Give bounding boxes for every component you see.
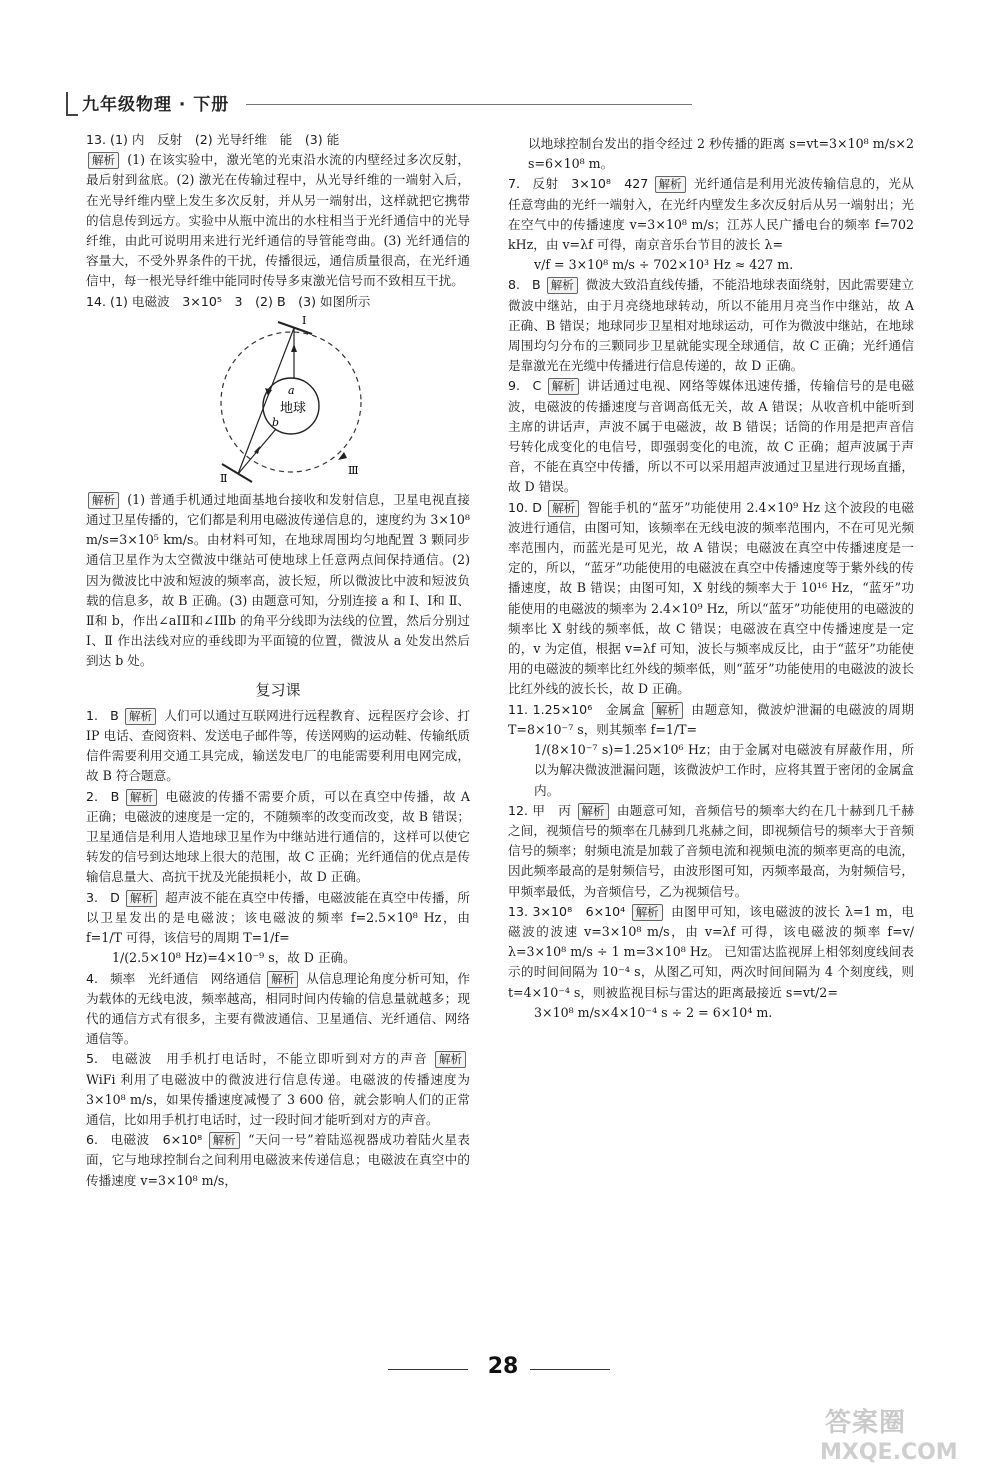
item-answer: B	[110, 707, 119, 723]
review-item-5	[86, 1049, 470, 1130]
watermark-url: MXQE.COM	[820, 1440, 958, 1465]
page-footer	[0, 1352, 1000, 1392]
label-b: b	[272, 415, 280, 429]
right-column	[508, 134, 914, 1023]
review-item-6-continued: 以地球控制台发出的指令经过 2 秒传播的距离 s=vt=3×10⁸ m/s×2 s=6×10⁸ m。	[528, 136, 914, 172]
analysis-tag: 解析	[125, 708, 156, 725]
page-number: 28	[487, 1354, 519, 1379]
review-item-8	[508, 275, 914, 376]
item-number: 3.	[86, 889, 99, 905]
review-item-3	[86, 888, 470, 969]
item-number: 7.	[508, 176, 521, 192]
item-number: 9.	[508, 378, 521, 394]
section-title: 复习课	[255, 680, 301, 699]
item-answer: B	[110, 788, 120, 804]
header-title: 九年级物理 · 下册	[82, 95, 230, 115]
item-answer: (1) 内 反射 (2) 光导纤维 能 (3) 能	[110, 132, 340, 147]
analysis-text: 由题意可知，音频信号的频率大约在几十赫到几千赫之间，视频信号的频率在几赫到几兆赫之间，即视频信号的频率大于音频信号的频率；射频电流是加载了音频电流和视频电流的频率更高的电流，因此频率最高的是射频信号，由波形图可知，丙频率最高，为射频信号，甲频率最低，为音频信号，乙为视频信号。	[508, 802, 914, 899]
item-number: 10.	[508, 499, 529, 515]
left-column	[86, 130, 470, 1191]
analysis-text: “天问一号”着陆巡视器成功着陆火星表面，它与地球控制台之间利用电磁波来传递信息；电磁波在真空中的传播速度 v=3×10⁸ m/s，	[86, 1132, 470, 1188]
analysis-text: 微波大致沿直线传播，不能沿地球表面绕射，因此需要建立微波中继站，由于月亮绕地球转动，所以不能用月亮当作中继站，故 A 正确、B 错误；地球同步卫星相对地球运动，可作为微波中继站，在地球周围均匀分布的三颗同步卫星就能实现全球通信，故 C 正确；光纤通信是靠激光在光缆中传播进行信息传递的，故 D 正确。	[508, 277, 914, 374]
analysis-tag: 解析	[548, 378, 579, 395]
header-rule	[246, 104, 692, 105]
item-answer: 反射 3×10⁸ 427	[532, 176, 649, 192]
arrow-b	[254, 446, 260, 454]
earth-label: 地球	[280, 400, 307, 416]
analysis-tag: 解析	[126, 789, 157, 806]
analysis-text: WiFi 利用了电磁波中的微波进行信息传递。电磁波的传播速度为 3×10⁸ m/s，如果传播速度减慢了 3 600 倍，就会影响人们的正常通信，比如用手机打电话时，过一段时间才能听到对方的声音。	[86, 1071, 470, 1127]
item-answer: B	[532, 277, 541, 293]
analysis-tag: 解析	[267, 971, 298, 988]
review-item-12	[508, 801, 914, 902]
formula-line: v/f = 3×10⁸ m/s ÷ 702×10³ Hz ≈ 427 m.	[534, 257, 794, 273]
review-item-1	[86, 706, 470, 787]
arrow-up	[291, 344, 297, 352]
label-II: Ⅱ	[220, 471, 228, 485]
item-number: 14.	[86, 293, 107, 309]
analysis-text: 超声波不能在真空中传播，电磁波能在真空中传播，所以卫星发出的是电磁波；该电磁波的频率 f=2.5×10⁸ Hz，由 f=1/T 可得，该信号的周期 T=1/f=	[86, 889, 470, 946]
review-item-2	[86, 787, 470, 888]
analysis-text-continued: 已知雷达监视屏上相邻刻度线间表示的时间间隔为 10⁻⁴ s，从图乙可知，两次时间间隔为 4 个刻度线，则 t=4×10⁻⁴ s，则被监视目标与雷达的距离最接近 s=vt/2=	[508, 944, 915, 1000]
item-answer: 甲 丙	[532, 802, 572, 818]
running-header	[66, 88, 626, 118]
analysis-text: 光纤通信是利用光波传输信息的，光从任意弯曲的光纤一端射入，在光纤内壁发生多次反射后从另一端射出；光在空气中的传播速度 v=3×10⁸ m/s；江苏人民广播电台的频率 f=702 kHz，由 v=λf 可得，南京音乐台节目的波长 λ=	[508, 176, 914, 253]
satellite-diagram-svg	[216, 314, 366, 486]
item-number: 2.	[86, 788, 99, 804]
formula-line: 1/(8×10⁻⁷ s)=1.25×10⁶ Hz；由于金属对电磁波有屏蔽作用，所以为解决微波泄漏问题，该微波炉工作时，应将其置于密闭的金属盒内。	[534, 742, 914, 798]
item-answer: 电磁波 6×10⁸	[110, 1132, 203, 1148]
review-item-7	[508, 174, 914, 275]
analysis-text: 从信息理论角度分析可知，作为载体的无线电波，频率越高，相同时间内传输的信息量就越多；现代的通信方式有很多，主要有微波通信、卫星通信、光纤通信、网络通信等。	[86, 970, 471, 1047]
satellite-diagram	[86, 314, 470, 486]
item-number: 8.	[508, 277, 521, 293]
answer-item-13	[86, 130, 470, 292]
review-item-6	[86, 1130, 470, 1191]
analysis-text: 电磁波的传播不需要介质，可以在真空中传播，故 A 正确；电磁波的速度是一定的，不随频率的改变而改变，故 B 错误；卫星通信是利用人造地球卫星作为中继站进行通信的，这样可以使它转发的信号到达地球上很大的范围，故 C 正确；光纤通信的优点是传输信息量大、高抗干扰及光能损耗小，故 D 正确。	[86, 788, 470, 885]
analysis-text: 由图甲可知，该电磁波的波长 λ=1 m，电磁波的波速 v=3×10⁸ m/s，由 v=λf 可得，该电磁波的频率 f=v/λ=3×10⁸ m/s ÷ 1 m=3×10⁸ Hz。	[508, 903, 914, 960]
analysis-tag: 解析	[652, 702, 683, 719]
item-answer: 电磁波 用手机打电话时，不能立即听到对方的声音	[111, 1051, 428, 1067]
review-item-11	[508, 700, 914, 801]
item-answer: (1) 电磁波 3×10⁵ 3 (2) B (3) 如图所示	[110, 293, 371, 309]
analysis-tag: 解析	[126, 890, 157, 907]
formula-line: 3×10⁸ m/s×4×10⁻⁴ s ÷ 2 = 6×10⁴ m.	[534, 1004, 773, 1020]
analysis-tag: 解析	[435, 1051, 466, 1068]
label-I: Ⅰ	[302, 313, 307, 327]
review-item-9	[508, 376, 914, 497]
review-item-13	[508, 902, 914, 1023]
analysis-tag: 解析	[578, 803, 609, 820]
answer-item-14	[86, 292, 470, 672]
item-number: 6.	[86, 1132, 99, 1148]
label-III: Ⅲ	[348, 463, 359, 477]
analysis-tag: 解析	[88, 492, 119, 509]
item-answer: C	[532, 378, 542, 394]
review-item-4	[86, 969, 470, 1050]
label-a: a	[288, 383, 295, 397]
item-number: 5.	[86, 1051, 99, 1067]
watermark-logo: 答案圈	[825, 1408, 907, 1438]
review-item-10	[508, 498, 914, 700]
analysis-text: (1) 普通手机通过地面基地台接收和发射信息，卫星电视直接通过卫星传播的，它们都是利用电磁波传递信息的，速度约为 3×10⁸ m/s=3×10⁵ km/s。由材料可知，在地球周围均匀地配置 3 颗同步通信卫星作为太空微波中继站可使地球上任意两点间保持通信。(2) 因为微波比中波和短波的频率高，波长短，所以微波比中波和短波负载的信息多，故 B 正确。(3) 由题意可知，分别连接 a 和 Ⅰ、Ⅰ和 Ⅱ、Ⅱ和 b，作出∠aⅠⅡ和∠ⅠⅡb 的角平分线即为法线的位置，然后分别过 Ⅰ、Ⅱ 作出法线对应的垂线即为平面镜的位置，微波从 a 处发出然后到达 b 处。	[86, 491, 470, 669]
header-bracket	[66, 92, 78, 116]
item-number: 1.	[86, 707, 99, 723]
footer-rule-right	[530, 1369, 610, 1370]
analysis-text: 人们可以通过互联网进行远程教育、远程医疗会诊、打 IP 电话、查阅资料、发送电子邮件等，传送网购的运动鞋、传输纸质信件需要利用交通工具完成，输送发电厂的电能需要利用电网完成，故 B 符合题意。	[86, 707, 470, 784]
item-number: 13.	[508, 903, 529, 919]
analysis-text: (1) 在该实验中，激光笔的光束沿水流的内壁经过多次反射，最后射到盆底。(2) 激光在传输过程中，从光导纤维的一端射入后，在光导纤维内壁上发生多次反射，并从另一端射出，这样就把它携带的信息传到远方。实验中从瓶中流出的水柱相当于光纤通信中的光导纤维，由此可说明用来进行光纤通信的导管能弯曲。(3) 光纤通信的容量大，不受外界条件的干扰，传播很远，通信质量很高，在光纤通信中，每一根光导纤维中能同时传导多束激光信号而不致相互干扰。	[86, 152, 470, 289]
analysis-tag: 解析	[209, 1132, 240, 1149]
item-answer: D	[532, 499, 542, 515]
formula-line: 1/(2.5×10⁸ Hz)=4×10⁻⁹ s，故 D 正确。	[112, 950, 356, 966]
analysis-text: 智能手机的“蓝牙”功能使用 2.4×10⁹ Hz 这个波段的电磁波进行通信，由图可知，该频率在无线电波的频率范围内，不在可见光频率范围内，而蓝光是可见光，故 A 错误；电磁波在真空中传播速度是一定的，所以，“蓝牙”功能使用的电磁波在真空中传播速度等于紫外线的传播速度，故 B 错误；由图可知，X 射线的频率大于 10¹⁶ Hz，“蓝牙”功能使用的电磁波的频率为 2.4×10⁹ Hz，所以“蓝牙”功能使用的电磁波的频率比 X 射线的频率低，故 C 错误；电磁波在真空中传播速度是一定的，v 为定值，根据 v=λf 可知，波长与频率成反比，由于“蓝牙”功能使用的电磁波的频率比红外线的频率低，则“蓝牙”功能使用的电磁波的波长比红外线的波长长，故 D 正确。	[508, 499, 914, 697]
analysis-tag: 解析	[548, 500, 579, 517]
item-answer: 1.25×10⁶ 金属盒	[532, 701, 646, 717]
item-answer: 频率 光纤通信 网络通信	[110, 970, 262, 986]
item-number: 4.	[86, 970, 99, 986]
analysis-text: 讲话通过电视、网络等媒体迅速传播，传输信号的是电磁波，电磁波的传播速度与音调高低无关，故 A 错误；从收音机中能听到主席的讲话声，声波不属于电磁波，故 B 错误；话筒的作用是把声音信号转化成变化的电信号，即强弱变化的电流，故 C 正确；超声波属于声音，不能在真空中传播，所以不可以采用超声波通过卫星进行现场直播，故 D 错误。	[508, 378, 914, 495]
footer-rule-left	[388, 1369, 468, 1370]
analysis-tag: 解析	[88, 152, 119, 169]
item-answer: D	[110, 889, 120, 905]
analysis-tag: 解析	[632, 904, 663, 921]
analysis-tag: 解析	[655, 176, 686, 193]
analysis-tag: 解析	[547, 277, 578, 294]
item-number: 11.	[508, 701, 529, 717]
item-number: 12.	[508, 802, 529, 818]
analysis-text: 由题意知，微波炉泄漏的电磁波的周期 T=8×10⁻⁷ s，则其频率 f=1/T=	[508, 701, 915, 737]
item-answer: 3×10⁸ 6×10⁴	[532, 903, 626, 919]
item-number: 13.	[86, 132, 107, 147]
